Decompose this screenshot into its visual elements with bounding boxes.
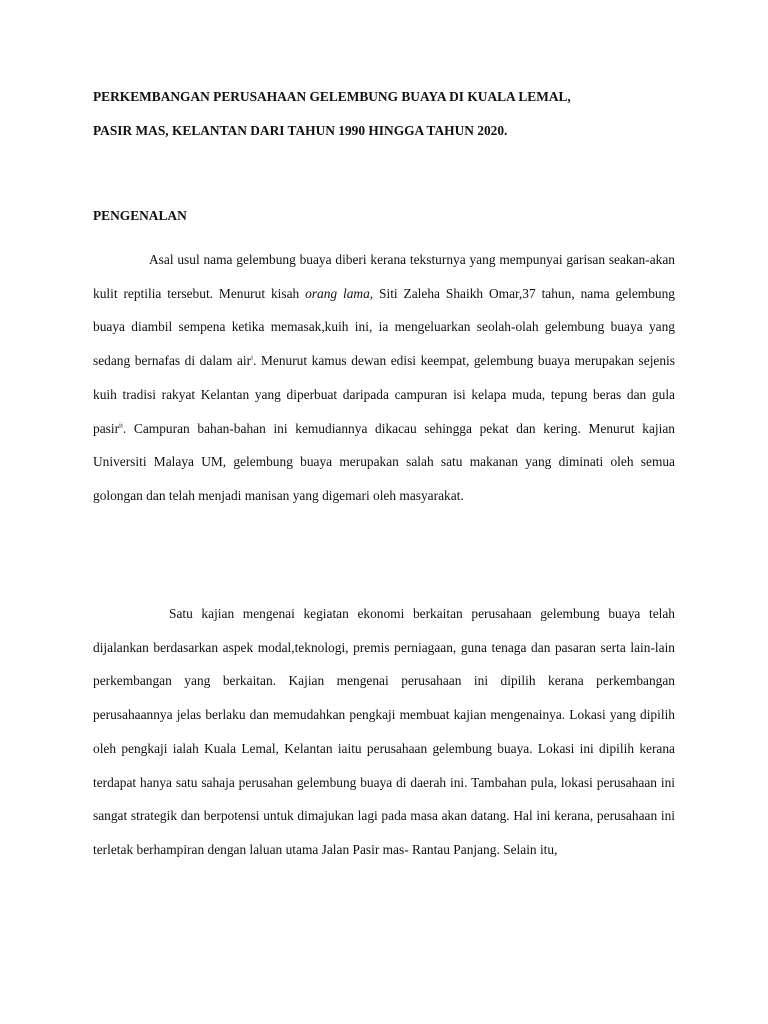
- document-title-line-1: PERKEMBANGAN PERUSAHAAN GELEMBUNG BUAYA DI KUALA LEMAL,: [93, 89, 571, 104]
- paragraph1-text-1: Asal usul nama gelembung buaya diberi kerana teksturnya yang mempunyai garisan seakan-akan kulit reptilia tersebut. Menurut kisah: [93, 252, 675, 301]
- section-heading: PENGENALAN: [93, 208, 187, 223]
- paragraph-introduction: [93, 243, 675, 513]
- paragraph1-text-3: . Menurut kamus dewan edisi keempat, gelembung buaya merupakan sejenis kuih tradisi rakyat Kelantan yang diperbuat daripada campuran isi kelapa muda, tepung beras dan gula pasir: [93, 353, 675, 436]
- document-title-line-2: PASIR MAS, KELANTAN DARI TAHUN 1990 HINGGA TAHUN 2020.: [93, 123, 508, 138]
- paragraph1-text-2: Siti Zaleha Shaikh Omar,37 tahun, nama gelembung buaya diambil sempena ketika memasak,kuih ini, ia mengeluarkan seolah-olah gelembung buaya yang sedang bernafas di dalam air: [93, 285, 675, 369]
- footnote-marker-1[interactable]: i: [251, 353, 254, 362]
- paragraph-study: Satu kajian mengenai kegiatan ekonomi berkaitan perusahaan gelembung buaya telah dijalankan berdasarkan aspek modal,teknologi, premis perniagaan, guna tenaga dan pasaran serta lain-lain perkembangan yang berkaitan. Kajian mengenai perusahaan ini dipilih kerana perkembangan perusahaannya jelas berlaku dan memudahkan pengkaji membuat kajian mengenainya. Lokasi yang dipilih oleh pengkaji ialah Kuala Lemal, Kelantan iaitu perusahaan gelembung buaya. Lokasi ini dipilih kerana terdapat hanya satu sahaja perusahan gelembung buaya di daerah ini. Tambahan pula, lokasi perusahaan ini sangat strategik dan berpotensi untuk dimajukan lagi pada masa akan datang. Hal ini kerana, perusahaan ini terletak berhampiran dengan laluan utama Jalan Pasir mas- Rantau Panjang. Selain itu,: [93, 606, 675, 857]
- paragraph1-italic-term: orang lama,: [305, 285, 374, 301]
- footnote-marker-2[interactable]: ii: [119, 421, 123, 430]
- paragraph1-text-4: . Campuran bahan-bahan ini kemudiannya dikacau sehingga pekat dan kering. Menurut kajian Universiti Malaya UM, gelembung buaya merupakan salah satu makanan yang diminati oleh semua golongan dan telah menjadi manisan yang digemari oleh masyarakat.: [93, 420, 675, 503]
